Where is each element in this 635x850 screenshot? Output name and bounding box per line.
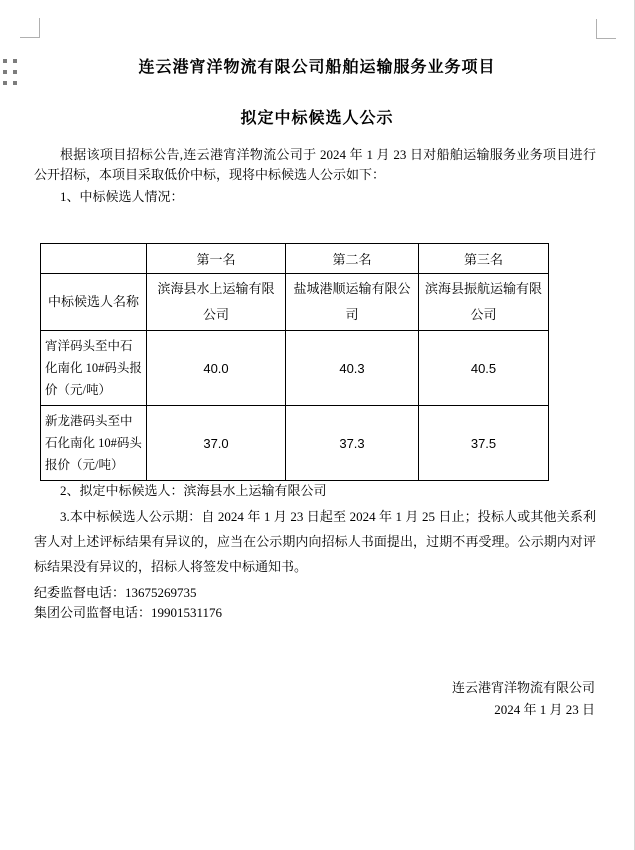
section-1-heading: 1、中标候选人情况：	[60, 189, 184, 204]
quote-value: 40.5	[419, 331, 549, 406]
table-header-cell-second: 第二名	[286, 244, 419, 274]
signature-date: 2024 年 1 月 23 日	[494, 702, 595, 717]
candidate-company-1: 滨海县水上运输有限公司	[147, 274, 286, 331]
table-header-cell-third: 第三名	[419, 244, 549, 274]
row-label-route-xinlonggang: 新龙港码头至中石化南化 10#码头报价（元/吨）	[41, 406, 147, 481]
signature-block	[452, 677, 595, 721]
table-header-cell-blank	[41, 244, 147, 274]
table-row	[41, 406, 549, 481]
intro-paragraph: 根据该项目招标公告,连云港宵洋物流公司于 2024 年 1 月 23 日对船舶运输服务业务项目进行公开招标，本项目采取低价中标，现将中标候选人公示如下：	[34, 147, 596, 182]
supervision-phones	[34, 583, 222, 623]
signature-company: 连云港宵洋物流有限公司	[451, 680, 595, 695]
row-label-candidate-name: 中标候选人名称	[41, 274, 147, 331]
candidate-company-3: 滨海县振航运输有限公司	[419, 274, 549, 331]
table-row	[41, 331, 549, 406]
quote-value: 37.5	[419, 406, 549, 481]
row-label-route-xiaoyang: 宵洋码头至中石化南化 10#码头报价（元/吨）	[41, 331, 147, 406]
table-row	[41, 274, 549, 331]
section-3-text: 3.本中标候选人公示期：自 2024 年 1 月 23 日起至 2024 年 1 月 25 日止；投标人或其他关系利害人对上述评标结果有异议的，应当在公示期内向招标人书面提出，过期不再受理。公示期内对评标结果没有异议的，招标人将签发中标通知书。	[34, 509, 596, 574]
table-header-cell-first: 第一名	[147, 244, 286, 274]
margin-crop-mark-top-right-icon	[596, 19, 616, 39]
document-subtitle: 拟定中标候选人公示	[240, 110, 394, 127]
bid-candidates-table	[40, 243, 549, 481]
quote-value: 40.3	[286, 331, 419, 406]
section-2-text: 2、拟定中标候选人：滨海县水上运输有限公司	[60, 483, 327, 498]
discipline-phone-line: 纪委监督电话：13675269735	[34, 585, 197, 600]
quote-value: 40.0	[147, 331, 286, 406]
quote-value: 37.0	[147, 406, 286, 481]
group-phone-line: 集团公司监督电话：19901531176	[34, 605, 223, 620]
table-header-row	[41, 244, 549, 274]
document-title: 连云港宵洋物流有限公司船舶运输服务业务项目	[138, 59, 496, 76]
margin-crop-mark-top-left-icon	[20, 18, 40, 38]
candidate-company-2: 盐城港顺运输有限公司	[286, 274, 419, 331]
quote-value: 37.3	[286, 406, 419, 481]
